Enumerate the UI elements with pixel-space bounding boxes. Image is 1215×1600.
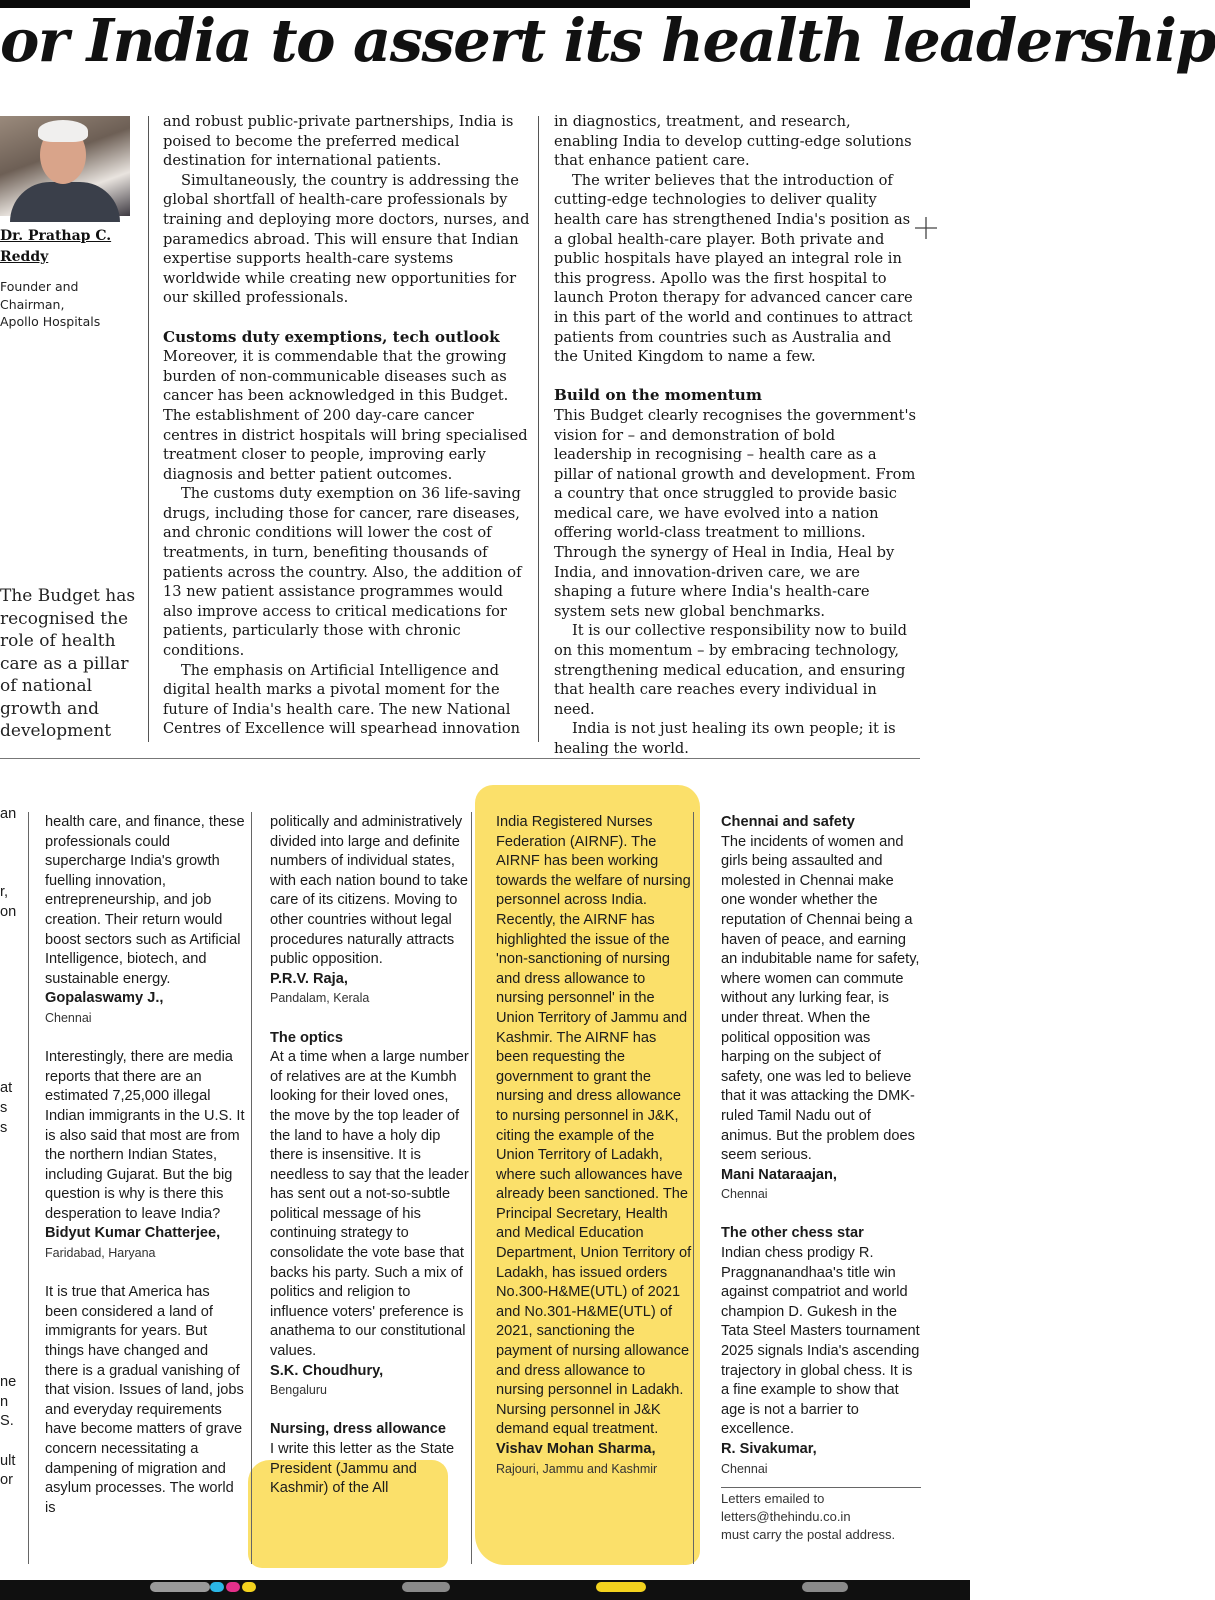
article-column-2 [163,112,530,739]
pull-quote-line: recognised the [0,608,129,629]
author-role-line: Apollo Hospitals [0,314,101,329]
fragment [0,981,16,1001]
author-role-line: Founder and [0,279,79,294]
fragment [0,1354,16,1374]
author-name-line1: Dr. Prathap C. [0,228,112,244]
letter-author-name: Gopalaswamy J., [45,990,164,1007]
letters-email: letters@thehindu.co.in [721,1509,851,1525]
fragment [0,1138,16,1158]
article-paragraph: and robust public-private partnerships, India is poised to become the preferred medical destination for international patients. [163,113,514,170]
fragment: at [0,1080,13,1097]
letter-author-name: Vishav Mohan Sharma, [496,1441,656,1457]
pull-quote-line: role of health [0,631,116,651]
article-paragraph: Simultaneously, the country is addressing the global shortfall of health-care professionals by training and deploying more doctors, nurses, and paramedics abroad. This will ensure that Indian expertise supports health-care systems worldwide while creating new opportunities for our skilled professionals. [163,171,530,307]
letter-author-place: Bengaluru [270,1383,327,1398]
letters-column-4 [721,813,921,1544]
letter-author-name: S.K. Choudhury, [270,1362,384,1379]
pull-quote-line: development [0,721,112,741]
fragment: ult [0,1452,16,1469]
print-registration-mark [802,1582,848,1592]
letters-column-1 [45,813,245,1518]
author-role [0,278,135,331]
column-divider [538,116,539,742]
author-byline [0,226,140,268]
column-divider [693,812,694,1564]
letter-paragraph: India Registered Nurses Federation (AIRNF). The AIRNF has been working towards the welfare of nursing personnel across India. Recently, the AIRNF has highlighted the issue of the 'non-sanctioning of nursing and dress allowance to nursing personnel' in the Union Territory of Jammu and Kashmir. The AIRNF has been requesting the government to grant the nursing and dress allowance to nursing personnel in J&K, citing the example of the Union Territory of Ladakh, where such allowances have already been sanctioned. The Principal Secretary, Health and Medical Education Department, Union Territory of Ladakh, has issued orders No.300-H&ME(UTL) of 2021 and No.301-H&ME(UTL) of 2021, sanctioning the payment of nursing allowance and dress allowance to nursing personnel in Ladakh. Nursing personnel in J&K demand equal treatment. [496,814,692,1438]
fragment [0,864,16,884]
article-subheading: Build on the momentum [554,386,762,405]
letter-paragraph: At a time when a large number of relatives are at the Kumbh looking for their loved ones, the move by the top leader of the land to have a holy dip there is insensitive. It is needless to say that the leader has sent out a not-so-subtle political message of his continuing strategy to consolidate the vote base that backs his party. Such a mix of politics and religion to influence voters' preference is anathema to our constitutional values. [270,1049,469,1360]
article-column-3 [554,112,916,759]
fragment [0,1314,16,1334]
fragment [0,923,16,943]
pull-quote-line: The Budget has [0,586,136,606]
letter-heading: Chennai and safety [721,814,855,830]
fragment [0,1040,16,1060]
fragment: s [0,1099,8,1116]
print-registration-mark [402,1582,450,1592]
print-registration-mark [210,1582,224,1592]
fragment [0,962,16,982]
article-paragraph: It is our collective responsibility now to build on this momentum – by embracing technology, strengthening medical education, and ensuring that health care reaches every individual in need. [554,622,907,718]
letter-author-place: Pandalam, Kerala [270,991,370,1006]
fragment: n [0,1393,9,1410]
fragment [0,1021,16,1041]
fragment: s [0,1119,8,1136]
fragment [0,825,16,845]
fragment [0,1177,16,1197]
article-paragraph: Moreover, it is commendable that the growing burden of non-communicable diseases such as cancer has been acknowledged in this Budget. The establishment of 200 day-care cancer centres in district hospitals will bring specialised treatment closer to people, improving early diagnosis and better patient outcomes. [163,348,528,483]
article-paragraph: The customs duty exemption on 36 life-saving drugs, including those for cancer, rare diseases, and chronic conditions will lower the cost of treatments, in turn, benefiting thousands of patients across the country. Also, the addition of 13 new patient assistance programmes would also improve access to critical medications for patients, particularly those with chronic conditions. [163,485,522,660]
fragment [0,1275,16,1295]
fragment: r, [0,884,9,901]
print-registration-mark [242,1582,256,1592]
fragment: an [0,806,17,822]
letters-footer-line: must carry the postal address. [721,1527,896,1543]
letter-author-place: Faridabad, Haryana [45,1246,156,1261]
article-subheading: Customs duty exemptions, tech outlook [163,327,500,346]
article-paragraph: in diagnostics, treatment, and research, enabling India to develop cutting-edge solutions that enhance patient care. [554,113,912,170]
letters-column-2 [270,813,470,1499]
pull-quote-line: of national [0,676,93,696]
author-role-line: Chairman, [0,296,65,312]
letter-paragraph: I write this letter as the State President (Jammu and Kashmir) of the All [270,1441,455,1497]
fragment [0,1432,16,1452]
column-divider [148,116,149,742]
fragment [0,1216,16,1236]
letter-author-place: Chennai [721,1461,768,1476]
column-divider [251,812,252,1564]
letter-author-name: R. Sivakumar, [721,1441,817,1457]
article-paragraph: This Budget clearly recognises the government's vision for – and demonstration of bold leadership in recognising – health care as a pillar of national growth and development. From a country that once struggled to provide basic medical care, we have evolved into a nation offering world-class treatment to millions. Through the synergy of Heal in India, Heal by India, and innovation-driven care, we are shaping a future where India's health-care system sets new global benchmarks. [554,406,916,620]
pull-quote [0,585,140,743]
letter-paragraph: The incidents of women and girls being assaulted and molested in Chennai make one wonder whether the reputation of Chennai being a haven of peace, and earning an indubitable name for safety, where women can commute without any lurking fear, is under threat. When the political opposition was harping on the subject of safety, one was led to believe that it was attacking the DMK-ruled Tamil Nadu out of animus. But the problem does seem serious. [721,833,920,1164]
fragment [0,1060,16,1080]
article-paragraph: The emphasis on Artificial Intelligence and digital health marks a pivotal moment for the future of India's health care. The new National Centres of Excellence will spearhead innovation [163,661,521,738]
letter-paragraph: Interestingly, there are media reports that there are an estimated 7,25,000 illegal Indian immigrants in the U.S. It is also said that most are from the northern Indian States, including Gujarat. But the big question is why is there this desperation to leave India? [45,1049,245,1222]
fragment: on [0,903,17,920]
letter-author-place: Chennai [45,1010,92,1025]
letter-author-place: Rajouri, Jammu and Kashmir [496,1461,658,1476]
fragment [0,1197,16,1217]
print-registration-mark [226,1582,240,1592]
author-photo [0,116,130,216]
fragment [0,1334,16,1354]
column-divider [28,812,29,1564]
article-paragraph: The writer believes that the introduction of cutting-edge technologies to deliver quality health care has strengthened India's position as a global health-care player. Both private and public hospitals have played an integral role in this progress. Apollo was the first hospital to launch Proton therapy for advanced cancer care in this part of the world and continues to attract patients from countries such as Australia and the United Kingdom to name a few. [554,171,913,366]
letter-paragraph: It is true that America has been considered a land of immigrants for years. But things have changed and there is a gradual vanishing of that vision. Issues of land, jobs and everyday requirements have become matters of grave concern necessitating a dampening of migration and asylum processes. The world is [45,1284,244,1516]
letter-heading: The optics [270,1029,343,1046]
fragment: ne [0,1374,17,1391]
print-registration-mark [150,1582,210,1592]
section-divider [0,758,920,759]
fragment: S. [0,1413,14,1430]
fragment [0,942,16,962]
letters-footer-line: Letters emailed to [721,1491,825,1507]
left-cut-fragments [0,805,16,1491]
letter-paragraph: politically and administratively divided into large and definite numbers of individual states, with each nation bound to take care of its citizens. Moving to other countries without legal procedures naturally attracts public opposition. [270,814,468,968]
letter-heading: The other chess star [721,1225,864,1242]
fragment [0,844,16,864]
article-headline: or India to assert its health leadership [0,6,1215,75]
fragment [0,1236,16,1256]
letter-paragraph: health care, and finance, these professionals could supercharge India's growth fuelling innovation, entrepreneurship, and job creation. Their return would boost sectors such as Artificial Intelligence, biotech, and sustainable energy. [45,814,245,987]
letter-author-place: Chennai [721,1187,768,1202]
fragment [0,1001,16,1021]
pull-quote-line: care as a pillar [0,653,129,674]
pull-quote-line: growth and [0,698,99,719]
fragment [0,1256,16,1276]
fragment: or [0,1472,13,1489]
fragment [0,1158,16,1178]
letter-heading: Nursing, dress allowance [270,1421,446,1438]
letter-paragraph: Indian chess prodigy R. Praggnanandhaa's title win against compatriot and world champion D. Gukesh in the Tata Steel Masters tournament 2025 signals India's ascending trajectory in global chess. It is a fine example to show that age is not a barrier to excellence. [721,1245,920,1438]
author-name-line2: Reddy [0,249,49,265]
plus-icon [914,216,938,240]
letter-author-name: Bidyut Kumar Chatterjee, [45,1225,221,1242]
article-paragraph: India is not just healing its own people; it is healing the world. [554,720,896,757]
letters-column-3 [496,813,692,1479]
column-divider [471,812,472,1564]
fragment [0,1295,16,1315]
print-registration-mark [596,1582,646,1592]
letter-author-name: Mani Nataraajan, [721,1166,837,1183]
letter-author-name: P.R.V. Raja, [270,970,348,987]
